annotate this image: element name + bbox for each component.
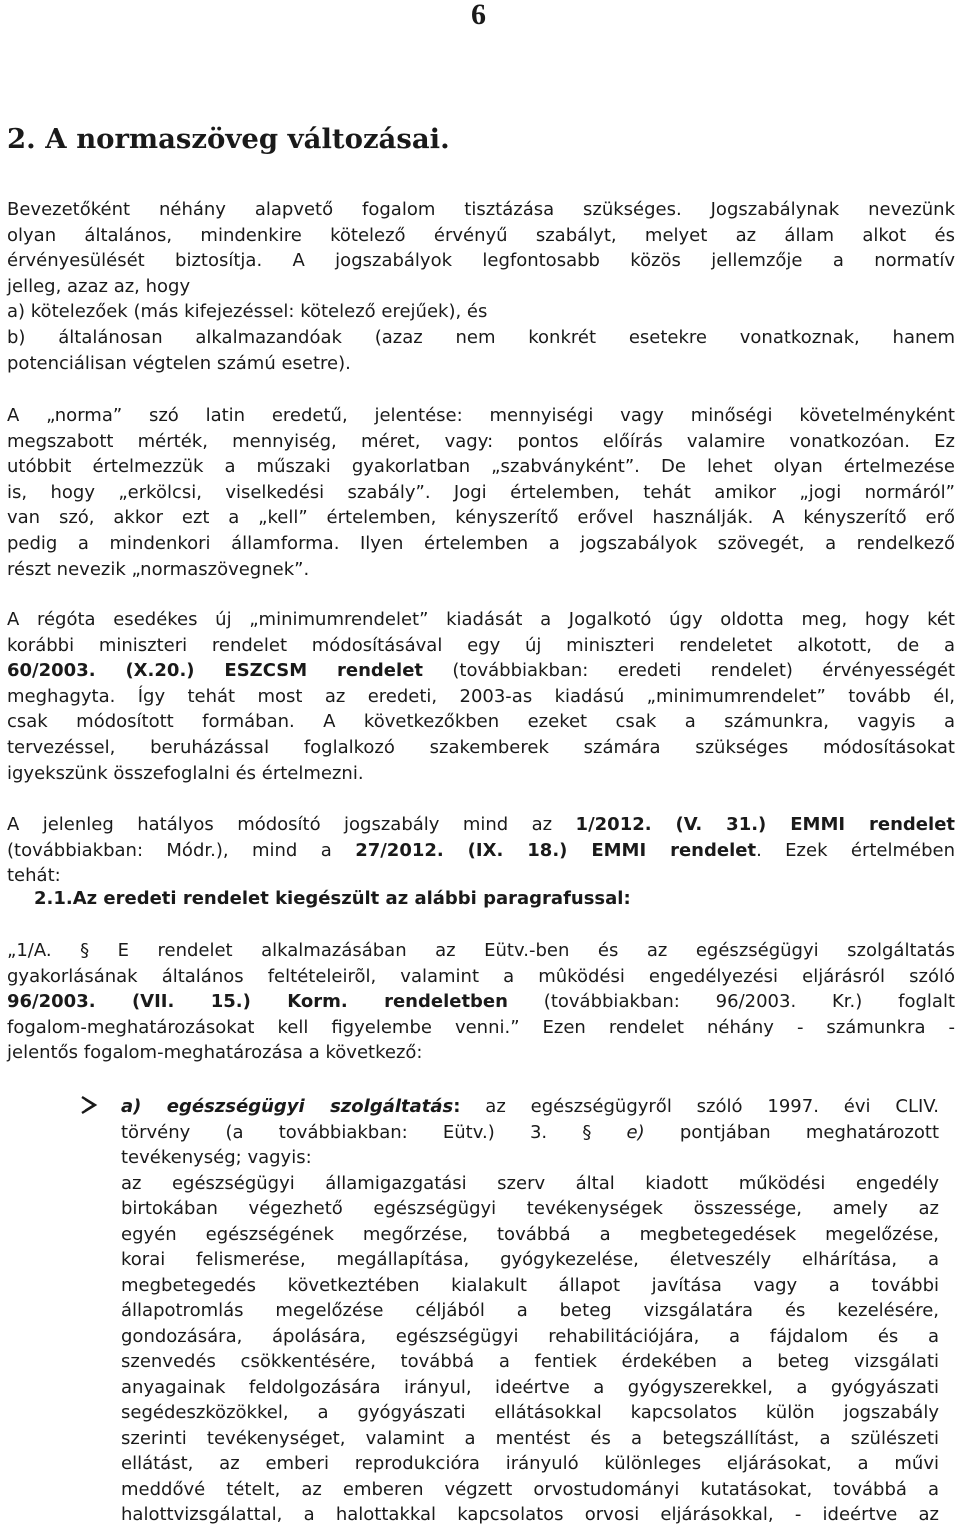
text-line: megszabott mérték, mennyiség, méret, vagy: pontos előírás valamire vonatkozóan. Ez — [7, 430, 955, 452]
text-line: meddővé tételt, az emberen végzett orvostudományi kutatásokat, továbbá a — [121, 1478, 939, 1500]
text-line — [7, 838, 955, 864]
text-line: pedig a mindenkori államforma. Ilyen értelemben a jogszabályok szövegét, a rendelkező — [7, 532, 955, 554]
text-line: korai felismerése, megállapítása, gyógykezelése, életveszély elhárítása, a — [121, 1249, 939, 1270]
text-fragment: A jelenleg hatályos módosító jogszabály mind az — [7, 814, 576, 835]
text-line — [7, 989, 955, 1015]
text-fragment: (továbbiakban: Módr.), mind a — [7, 839, 356, 861]
text-line — [121, 1094, 939, 1120]
text-line: tevékenység; vagyis: — [121, 1147, 312, 1168]
text-line: tervezéssel, beruházással foglalkozó szakemberek számára szükséges módosításokat — [7, 736, 955, 758]
regulation-reference: 60/2003. (X.20.) ESZCSM rendelet — [7, 660, 424, 682]
text-fragment: . Ezek értelmében — [756, 839, 956, 861]
paragraph-modosito — [7, 812, 955, 889]
regulation-reference: 96/2003. (VII. 15.) Korm. rendeletben — [7, 991, 508, 1013]
text-line: állapotromlás megelőzése céljából a beteg vizsgálatára és kezelésére, — [121, 1300, 939, 1321]
text-line: jelentős fogalom-meghatározása a következő: — [7, 1042, 423, 1064]
text-line: b) általánosan alkalmazandóak (azaz nem konkrét esetekre vonatkoznak, hanem — [7, 326, 955, 348]
paragraph-norma — [7, 403, 955, 582]
text-line — [121, 1120, 939, 1146]
text-line: fogalom-meghatározásokat kell figyelembe venni.” Ezen rendelet néhány - számunkra - — [7, 1016, 955, 1038]
text-line: utóbbit értelmezzük a műszaki gyakorlatban „szabványként”. De lehet olyan értelmezése — [7, 456, 955, 478]
text-line: anyagainak feldolgozására irányul, ideértve a gyógyszerekkel, a gyógyászati — [121, 1376, 939, 1398]
text-line: „1/A. § E rendelet alkalmazásában az Eütv.-ben és az egészségügyi szolgáltatás — [7, 940, 955, 961]
text-line: birtokában végezhető egészségügyi tevékenységek összessége, amely az — [121, 1198, 939, 1219]
paragraph-minimumrendelet — [7, 607, 955, 786]
text-line: A régóta esedékes új „minimumrendelet” kiadását a Jogalkotó úgy oldotta meg, hogy két — [7, 609, 955, 630]
section-heading: 2. A normaszöveg változásai. — [7, 123, 450, 155]
text-line: csak módosított formában. A következőkben ezeket csak a számunkra, vagyis a — [7, 711, 955, 733]
text-line: gondozására, ápolására, egészségügyi rehabilitációjára, a fájdalom és a — [121, 1325, 939, 1347]
text-line: ellátást, az emberi reprodukcióra irányuló különleges eljárásokat, a művi — [121, 1453, 939, 1474]
text-line: a) kötelezőek (más kifejezéssel: kötelező erejűek), és — [7, 301, 488, 323]
regulation-reference: 1/2012. (V. 31.) EMMI rendelet — [575, 814, 956, 835]
text-line: olyan általános, mindenkire kötelező érvényű szabályt, melyet az állam alkot és — [7, 224, 955, 246]
text-line: érvényesülését biztosítja. A jogszabályok legfontosabb közös jellemzője a normatív — [7, 250, 955, 272]
text-line: részt nevezik „normaszövegnek”. — [7, 558, 310, 580]
text-line: megbetegedés következtében kialakult állapot javítása vagy a további — [121, 1274, 939, 1296]
text-fragment: : — [453, 1096, 461, 1117]
arrow-bullet-icon — [80, 1094, 98, 1116]
page-number: 6 — [471, 0, 486, 31]
text-line: korábbi miniszteri rendelet módosításával egy új miniszteri rendeletet alkotott, de a — [7, 634, 955, 656]
text-fragment: az egészségügyről szóló 1997. évi CLIV. — [460, 1096, 939, 1117]
text-line — [7, 812, 955, 838]
text-line: halottvizsgálattal, a halottakkal kapcsolatos orvosi eljárásokkal, - ideértve az — [121, 1504, 939, 1525]
text-line: az egészségügyi államigazgatási szerv által kiadott működési engedély — [121, 1172, 939, 1194]
regulation-reference: 27/2012. (IX. 18.) EMMI rendelet — [355, 839, 757, 861]
text-line: Bevezetőként néhány alapvető fogalom tisztázása szükséges. Jogszabálynak nevezünk — [7, 199, 955, 220]
text-fragment: e) — [591, 1121, 645, 1143]
text-line: egyén egészségének megőrzése, továbbá a megbetegedések megelőzése, — [121, 1223, 939, 1245]
definition-item — [121, 1094, 939, 1528]
text-line: szenvedés csökkentésére, továbbá a fentiek érdekében a beteg vizsgálati — [121, 1351, 939, 1372]
paragraph-intro — [7, 197, 955, 376]
text-fragment: pontjában meghatározott — [644, 1121, 939, 1143]
text-fragment: törvény (a továbbiakban: Eütv.) 3. § — [121, 1121, 592, 1143]
paragraph-paragrafus — [7, 938, 955, 1066]
text-line: potenciálisan végtelen számú esetre). — [7, 352, 351, 374]
text-fragment: (továbbiakban: 96/2003. Kr.) foglalt — [507, 991, 956, 1013]
text-line: szerinti tevékenységet, valamint a mentést és a betegszállítást, a szülészeti — [121, 1427, 939, 1449]
text-line: is, hogy „erkölcsi, viselkedési szabály”. Jogi értelemben, tehát amikor „jogi normáról” — [7, 481, 955, 503]
text-line: tehát: — [7, 865, 61, 887]
definition-term: a) egészségügyi szolgáltatás — [121, 1096, 454, 1117]
text-line: van szó, akkor ezt a „kell” értelemben, kényszerítő erővel használják. A kényszerítő erő — [7, 507, 955, 529]
text-line: jelleg, azaz az, hogy — [7, 275, 191, 297]
text-fragment: (továbbiakban: eredeti rendelet) érvényességét — [423, 660, 956, 682]
text-line — [7, 658, 955, 684]
text-line: A „norma” szó latin eredetű, jelentése: mennyiségi vagy minőségi követelményként — [7, 405, 955, 426]
text-line: segédeszközökkel, a gyógyászati ellátásokkal kapcsolatos külön jogszabály — [121, 1402, 939, 1423]
subsection-heading: 2.1.Az eredeti rendelet kiegészült az alábbi paragrafussal: — [34, 888, 631, 909]
text-line: meghagyta. Így tehát most az eredeti, 2003-as kiadású „minimumrendelet” tovább él, — [7, 685, 955, 707]
text-line: igyekszünk összefoglalni és értelmezni. — [7, 762, 364, 784]
text-line: gyakorlásának általános feltételeirõl, valamint a mûködési engedélyezési eljárásról szóló — [7, 965, 955, 987]
